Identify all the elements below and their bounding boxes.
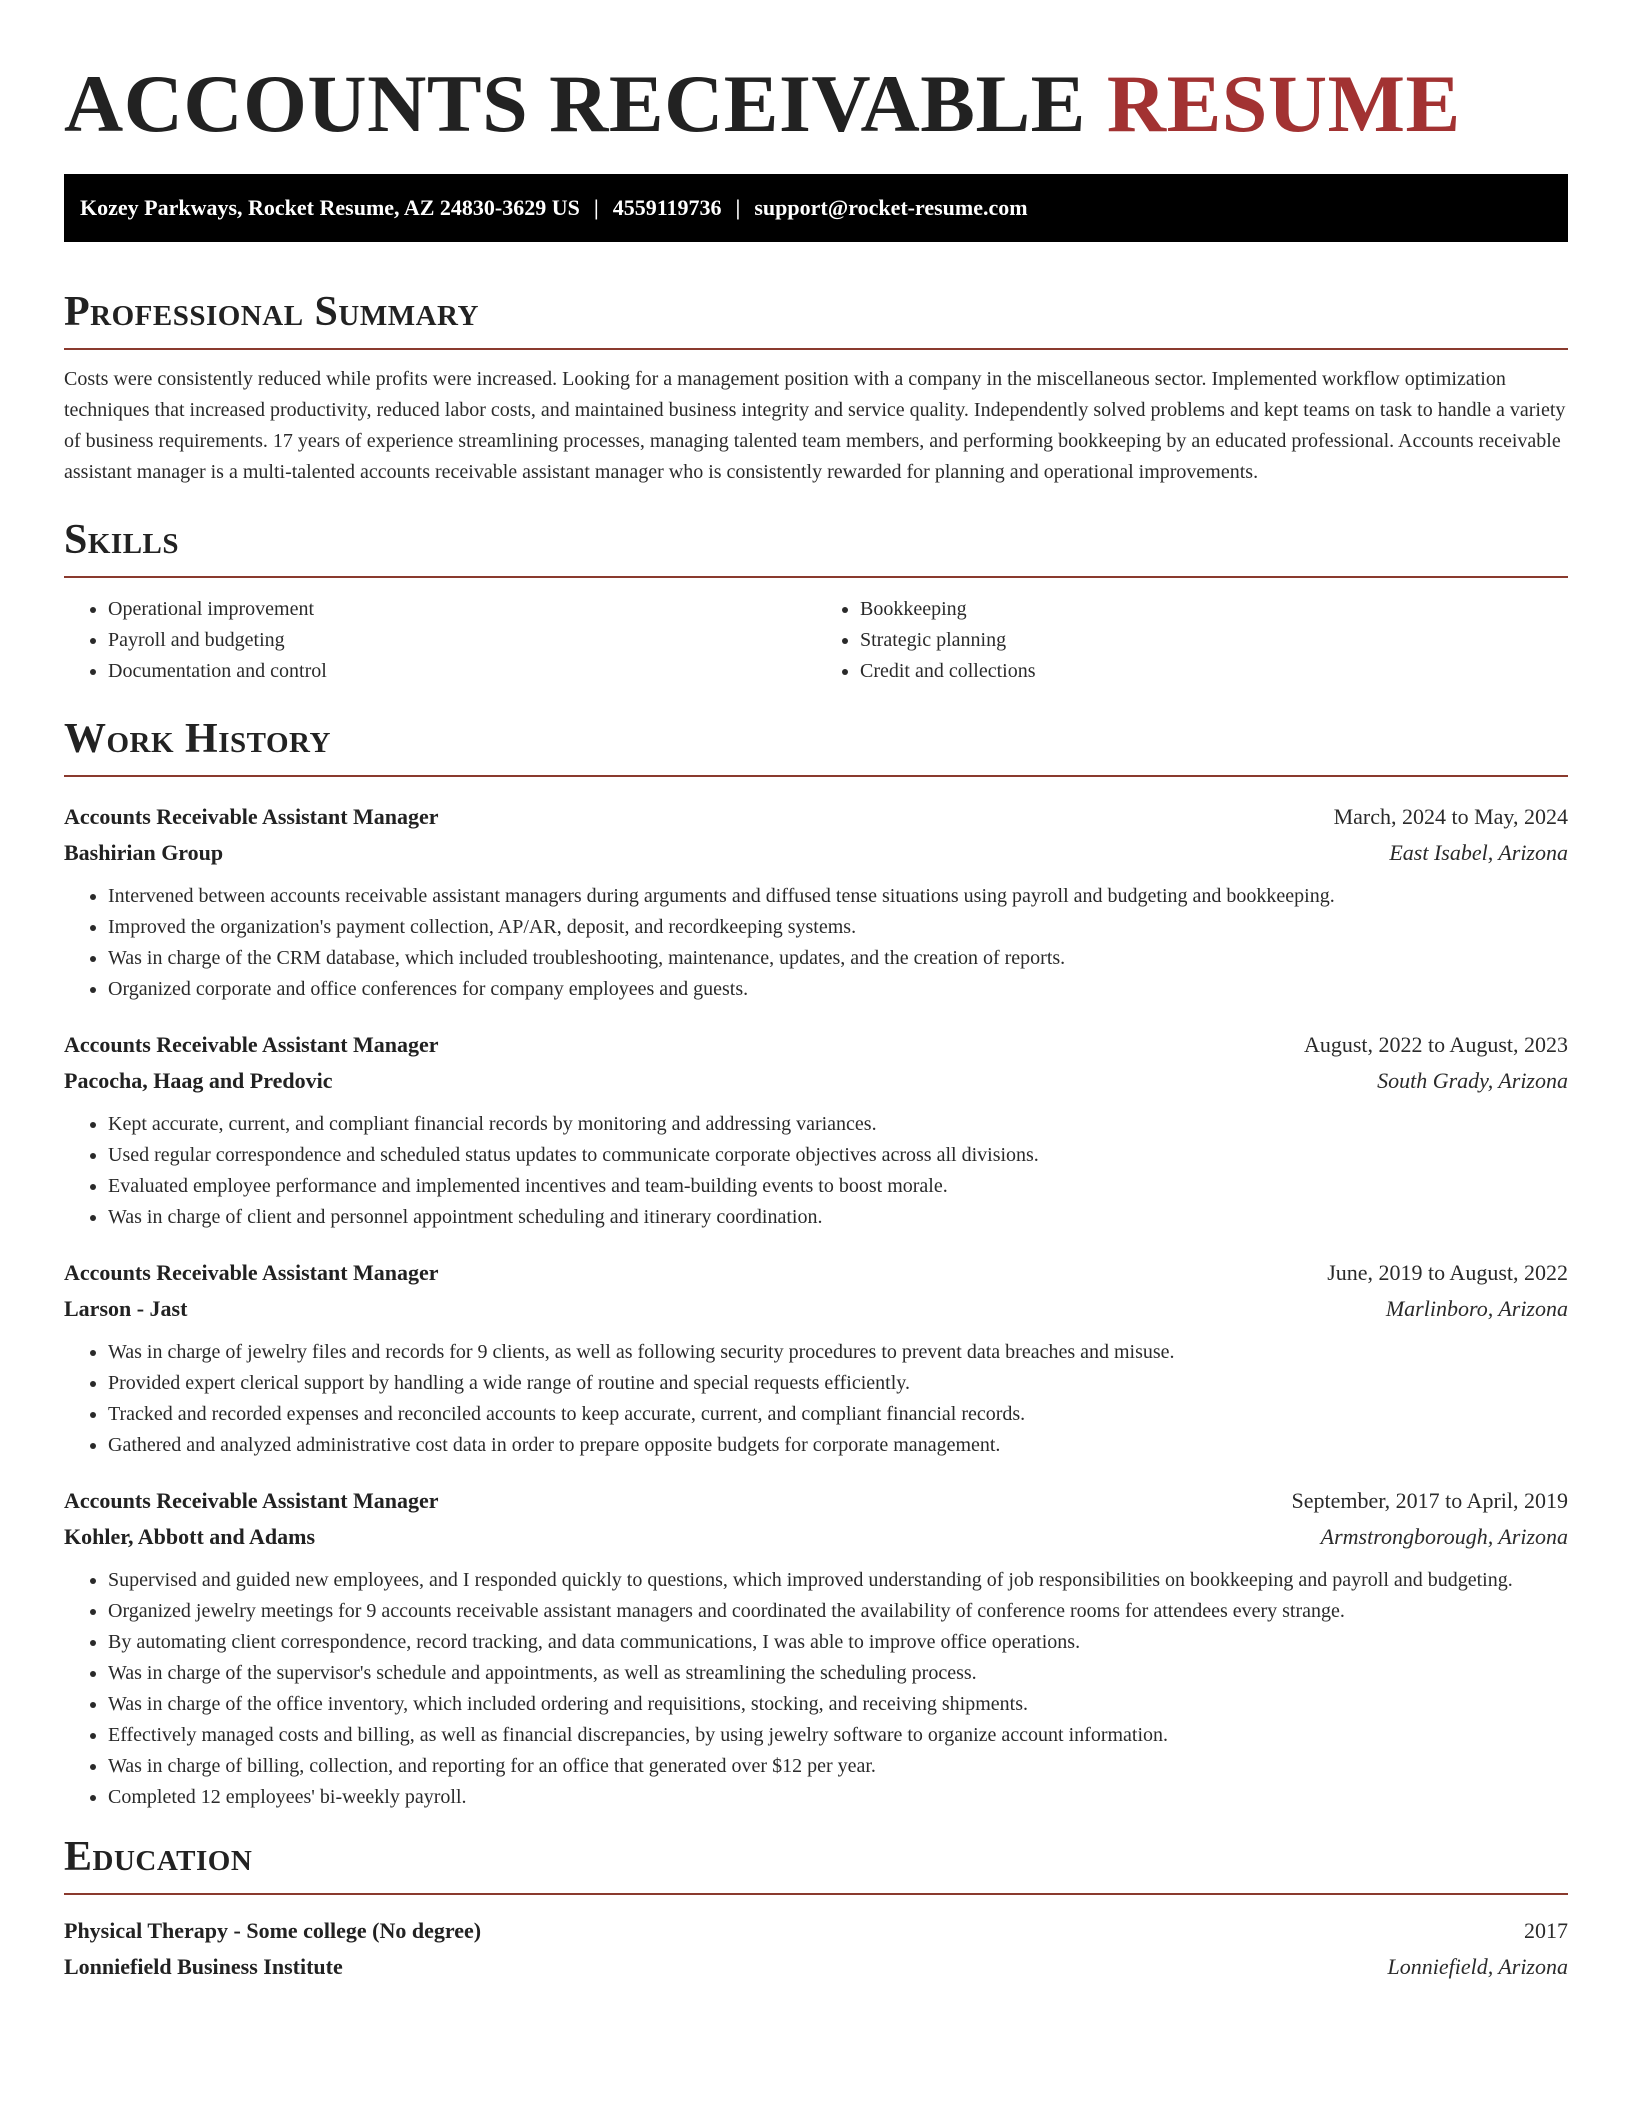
job-dates: September, 2017 to April, 2019 (1291, 1488, 1568, 1513)
job-title: Accounts Receivable Assistant Manager (64, 804, 439, 829)
job-company: Bashirian Group (64, 840, 224, 865)
job-bullet: • Intervened between accounts receivable assistant managers during arguments and diffused tense situations using payroll and budgeting and bookkeeping. (108, 881, 1568, 912)
section-heading-skills: Skills (64, 517, 180, 563)
education-entry (64, 1913, 1568, 1985)
skill-item: • Payroll and budgeting (108, 625, 816, 656)
job-dates: March, 2024 to May, 2024 (1333, 804, 1568, 829)
resume-title (64, 0, 1568, 150)
job-bullet: • Was in charge of jewelry files and records for 9 clients, as well as following security procedures to prevent data breaches and misuse. (108, 1337, 1568, 1368)
job-bullet: • Provided expert clerical support by handling a wide range of routine and special requests efficiently. (108, 1368, 1568, 1399)
section-heading-education: Education (64, 1834, 253, 1880)
education-school-row (64, 1949, 1568, 1985)
job-bullet: • Tracked and recorded expenses and reconciled accounts to keep accurate, current, and compliant financial records. (108, 1399, 1568, 1430)
summary-text: Costs were consistently reduced while profits were increased. Looking for a management position with a company in the miscellaneous sector. Implemented workflow optimization techniques that increased productivity, reduced labor costs, and maintained business integrity and service quality. Independently solved problems and kept teams on task to handle a variety of business requirements. 17 years of experience streamlining processes, managing talented team members, and performing bookkeeping by an educated professional. Accounts receivable assistant manager is a multi-talented accounts receivable assistant manager who is consistently rewarded for planning and operational improvements. (64, 368, 1566, 483)
skills-section (64, 514, 1568, 687)
section-heading-summary: Professional Summary (64, 289, 479, 335)
job-bullet: • Gathered and analyzed administrative cost data in order to prepare opposite budgets for corporate management. (108, 1430, 1568, 1461)
job-header-row (64, 1255, 1568, 1291)
job-bullet: • Was in charge of the supervisor's schedule and appointments, as well as streamlining the scheduling process. (108, 1658, 1568, 1689)
job-company: Pacocha, Haag and Predovic (64, 1068, 333, 1093)
job-location: South Grady, Arizona (1377, 1068, 1568, 1093)
job-bullet: • Effectively managed costs and billing, as well as financial discrepancies, by using jewelry software to organize account information. (108, 1720, 1568, 1751)
job-bullet: • Was in charge of the office inventory, which included ordering and requisitions, stocking, and receiving shipments. (108, 1689, 1568, 1720)
resume-title-main: ACCOUNTS RECEIVABLE (64, 58, 1086, 149)
resume-title-accent: RESUME (1106, 58, 1461, 149)
education-degree: Physical Therapy - Some college (No degree) (64, 1918, 482, 1943)
section-divider (64, 1893, 1568, 1895)
job-bullets (64, 1565, 1568, 1813)
job-dates: August, 2022 to August, 2023 (1303, 1032, 1568, 1057)
section-divider (64, 348, 1568, 350)
job-bullet: • Evaluated employee performance and implemented incentives and team-building events to boost morale. (108, 1171, 1568, 1202)
job-bullet: • Organized jewelry meetings for 9 accounts receivable assistant managers and coordinated the availability of conference rooms for attendees every strange. (108, 1596, 1568, 1627)
job-location: Marlinboro, Arizona (1385, 1296, 1568, 1321)
job-bullet: • Kept accurate, current, and compliant financial records by monitoring and addressing variances. (108, 1109, 1568, 1140)
job-company: Larson - Jast (64, 1296, 188, 1321)
skill-item: • Bookkeeping (860, 594, 1568, 625)
job-header-row (64, 799, 1568, 835)
skills-column-left (64, 594, 816, 687)
job-entry (64, 799, 1568, 1005)
job-entry (64, 1027, 1568, 1233)
education-section (64, 1831, 1568, 1985)
job-bullet: • Was in charge of billing, collection, and reporting for an office that generated over $12 per year. (108, 1751, 1568, 1782)
education-header-row (64, 1913, 1568, 1949)
job-location: East Isabel, Arizona (1389, 840, 1568, 865)
job-title: Accounts Receivable Assistant Manager (64, 1488, 439, 1513)
section-divider (64, 775, 1568, 777)
job-header-row (64, 1483, 1568, 1519)
section-heading-work-history: Work History (64, 716, 331, 762)
job-entry (64, 1483, 1568, 1813)
contact-phone[interactable]: 4559119736 (612, 195, 722, 220)
job-bullet: • By automating client correspondence, record tracking, and data communications, I was able to improve office operations. (108, 1627, 1568, 1658)
skills-column-right (816, 594, 1568, 687)
job-company-row (64, 835, 1568, 871)
contact-bar (64, 174, 1568, 242)
skill-item: • Operational improvement (108, 594, 816, 625)
job-bullet: • Used regular correspondence and scheduled status updates to communicate corporate objectives across all divisions. (108, 1140, 1568, 1171)
section-divider (64, 576, 1568, 578)
job-title: Accounts Receivable Assistant Manager (64, 1260, 439, 1285)
job-bullet: • Supervised and guided new employees, and I responded quickly to questions, which improved understanding of job responsibilities on bookkeeping and payroll and budgeting. (108, 1565, 1568, 1596)
job-bullet: • Completed 12 employees' bi-weekly payroll. (108, 1782, 1568, 1813)
job-bullet: • Organized corporate and office conferences for company employees and guests. (108, 974, 1568, 1005)
professional-summary-section (64, 286, 1568, 488)
work-history-section (64, 713, 1568, 1813)
job-company: Kohler, Abbott and Adams (64, 1524, 316, 1549)
skills-grid (64, 594, 1568, 687)
skill-item: • Documentation and control (108, 656, 816, 687)
job-bullets (64, 1337, 1568, 1461)
job-bullet: • Improved the organization's payment collection, AP/AR, deposit, and recordkeeping systems. (108, 912, 1568, 943)
job-bullets (64, 881, 1568, 1005)
contact-email[interactable]: support@rocket-resume.com (754, 195, 1028, 220)
skill-item: • Strategic planning (860, 625, 1568, 656)
job-bullets (64, 1109, 1568, 1233)
job-company-row (64, 1291, 1568, 1327)
contact-address: Kozey Parkways, Rocket Resume, AZ 24830-3629 US (80, 195, 580, 220)
job-location: Armstrongborough, Arizona (1320, 1524, 1568, 1549)
job-company-row (64, 1519, 1568, 1555)
education-school: Lonniefield Business Institute (64, 1954, 343, 1979)
job-bullet: • Was in charge of the CRM database, which included troubleshooting, maintenance, updates, and the creation of reports. (108, 943, 1568, 974)
job-company-row (64, 1063, 1568, 1099)
job-title: Accounts Receivable Assistant Manager (64, 1032, 439, 1057)
contact-separator: | (735, 195, 741, 220)
job-dates: June, 2019 to August, 2022 (1327, 1260, 1568, 1285)
job-header-row (64, 1027, 1568, 1063)
education-year: 2017 (1524, 1918, 1568, 1943)
contact-separator: | (593, 195, 599, 220)
job-bullet: • Was in charge of client and personnel appointment scheduling and itinerary coordination. (108, 1202, 1568, 1233)
job-entry (64, 1255, 1568, 1461)
education-location: Lonniefield, Arizona (1387, 1954, 1568, 1979)
skill-item: • Credit and collections (860, 656, 1568, 687)
